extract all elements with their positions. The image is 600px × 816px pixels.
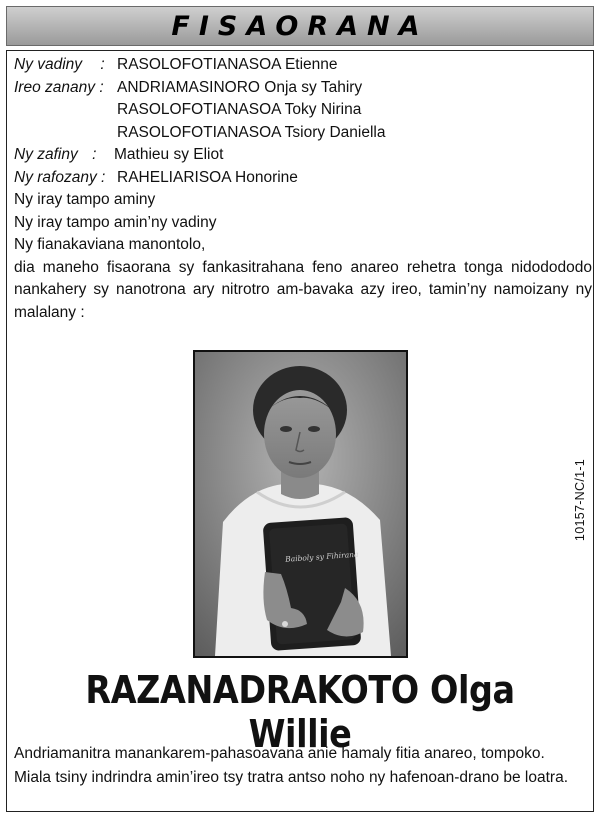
family-value: ANDRIAMASINORO Onja sy Tahiry	[117, 78, 363, 96]
family-row-inlaws	[14, 167, 592, 190]
family-value: RASOLOFOTIANASOA Tsiory Daniella	[117, 123, 386, 141]
family-label: Ny vadiny :	[14, 56, 105, 73]
plain-line: Ny iray tampo aminy	[14, 191, 156, 208]
page-title: FISAORANA	[171, 10, 429, 42]
family-row-grandchildren	[14, 144, 592, 167]
family-value: Mathieu sy Eliot	[114, 146, 224, 163]
family-label: Ny zafiny :	[14, 146, 97, 163]
closing-text	[14, 742, 592, 790]
family-row-children	[14, 77, 592, 100]
family-value: RASOLOFOTIANASOA Etienne	[117, 56, 338, 73]
closing-line: Andriamanitra manankarem-pahasoavana anie hamaly fitia anareo, tompoko.	[14, 745, 545, 762]
family-label: Ireo zanany :	[14, 78, 104, 96]
reference-code: 10157-NC/1-1	[573, 458, 587, 542]
family-row-child	[14, 122, 592, 145]
portrait-photo	[193, 350, 408, 658]
plain-line: Ny fianakaviana manontolo,	[14, 236, 206, 253]
deceased-name: RAZANADRAKOTO Olga Willie	[85, 668, 515, 756]
family-row-spouse	[14, 54, 592, 77]
closing-line: Miala tsiny indrindra amin’ireo tsy tratra antso noho ny hafenoan-drano be loatra.	[14, 769, 569, 786]
plain-line: Ny iray tampo amin’ny vadiny	[14, 213, 217, 231]
notice-body	[14, 54, 592, 324]
family-row-child	[14, 99, 592, 122]
book-cover-text: Baiboly sy Fihirana	[284, 549, 359, 564]
family-label: Ny rafozany :	[14, 168, 106, 186]
family-value: RASOLOFOTIANASOA Toky Nirina	[117, 101, 362, 118]
family-value: RAHELIARISOA Honorine	[117, 168, 298, 186]
header-banner	[6, 6, 594, 46]
thanks-paragraph: dia maneho fisaorana sy fankasitrahana feno anareo rehetra tonga nidodododo nankahery sy nanotrona ary nitrotro am-bavaka azy ireo, tamin’ny namoizany ny malalany :	[14, 258, 592, 321]
